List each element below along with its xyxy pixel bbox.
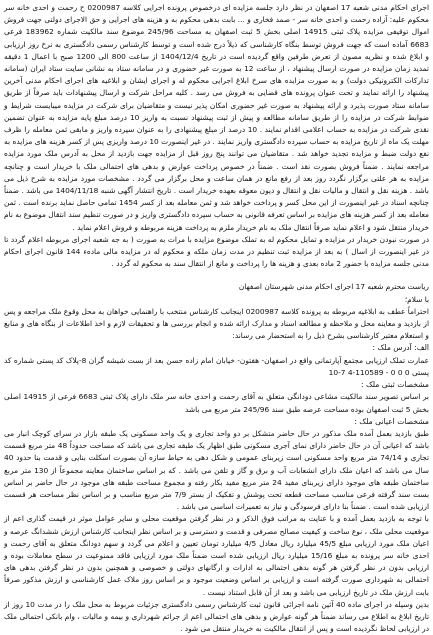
greeting-line: با سلام؛ bbox=[404, 294, 429, 304]
registration-section-title: مشخصات ثبتی ملک : bbox=[361, 380, 429, 390]
valuation-paragraph: با توجه به بازدید بعمل آمده و با عنایت به مراتب فوق الذکر و در نظر گرفتن موقعیت محلی و سایر عوامل موثر در قیمت گذاری اعم از موقعیت محلی ملک ، نوع ساخت و کیفیت مصالح مصرفی و قدمت و دسترسی و بر اساس نظر اینجانب کارشناس ارزش ششدانگ عرصه و اعیان ملک مورد ارزیابی مبلغ 45/5 میلیارد ریال معادل 4/5 میلیارد تومان تعیین و اعلام می گردد و سهم دودانگ متعلق به آقای رحمت و احدی خانه سر پرونده به مبلغ 15/16 میلیارد ریال ارزیابی شده است ضمناً ملک مورد ارزیابی فاقد ممنوعیت در سطح معاملات بوده و ارزیابی بدون در نظر گرفتن هر گونه بدهی احتمالی به ادارات و ارگانهای دولتی و خصوصی و همچنین بدون در نظر گرفتن بدهی های احتمالی به شهرداری صورت گرفته است و ارزیابی بر اساس وضعیت موجود و بر اساس روز ملاک عمل کارشناسی و ارزش مذکور صرفاً بابت ارزش ملک در تاریخ ارزیابی می باشد و بعد از آن قابل استناد نیست . bbox=[4, 514, 429, 597]
address-section-text: عمارت تملک ارزیابی مجتمع آپارتمانی واقع در اصفهان- هفتون- خیابان امام زاده حسن بعد از بست شیشه گران 8-پلاک کد پستی شماره کد پستی 0 0 0 - 110589-4 7-10 bbox=[4, 355, 429, 377]
addressee-line: ریاست محترم شعبه 17 اجرای احکام مدنی شهرستان اصفهان bbox=[238, 282, 429, 292]
intro-paragraph: احتراماً عطف به ابلاغیه مربوطه به پرونده کلاسه 0200987 اینجانب کارشناس منتخب با راهنمایی خواهان به محل وقوع ملک مراجعه و پس از بازدید و معاینه محل و ملاحظه و مطالعه اسناد و مدارک ارائه شده و انجام بررسی ها و تحقیقات لازم و اخذ اطلاعات از بنگاه های و منابع و استعلام معتبر کارشناسی بشرح ذیل را به استحضار می رساند: bbox=[4, 306, 429, 341]
footer-paragraph: بدین وسیله در اجرای ماده 40 آئین نامه اجرائی قانون ثبت کارشناس رسمی دادگستری جزئیات مربوط به محل ملک را در مدت 10 روز از تاریخ ابلاغ به اطلاع می رساند ضمناً هر گونه عوارض و بدهی های احتمالی اعم از جرائم شهرداری و بیمه و مالیات ، وام بانکی احتمالی ملک در ارزیابی لحاظ نگردیده است و پس از انتقال مالکیت به خریدار منتقل می شود . bbox=[4, 599, 429, 634]
building-section-title: مشخصات اعیانی ملک : bbox=[354, 416, 429, 426]
section-gap bbox=[4, 270, 429, 281]
header-paragraph-2: در صورت نبودن خریدار در مزایده و تمایل محکوم له به تملک موضوع مزایده با مرات به صورت ( به جه شعبه اجرای مربوطه اعلام گردد تا در غیر اینصورت از اسال ) به بعد از مزایده ثبت تنظیم در مدت زمان ملکه و محکوم له در مزایده مالی مادهء 144 قانون اجرای احکام مدنی جلسه مزایده با حضور 2 ماده بعدی و هزینه ها را پرداخت و مانع از انتقال سند به محکوم له گردد . bbox=[4, 234, 429, 269]
address-section-title: الف: آدرس ملک : bbox=[372, 343, 429, 353]
header-paragraph: اجرای احکام مدنی شعبه 17 اصفهان در نظر دارد جلسه مزایده ای درخصوص پرونده اجرایی کلاسه 0200987 ح رحمت و احدی خانه سر محکوم علیه: آزاده رحمت و احدی خانه سر - صمد فخاری و ... بابت بدهی محکوم به و هزینه های اجرایی و حق الاجرای دولتی جهت فروش اموال توقیفی مزایده پلاک ثبتی 14915 اصلی بخش 5 ثبت اصفهان به مساحت 245/96 موضوع سند مالکیت شماره 183962 فرعی 6683 آماده است که جهت فروش توسط بنگاه کارشناسی که ذیلاً درج شده است و توسط کارشناس رسمی دادگستری به نرخ روز ارزیابی و ابلاغ شده و نظریه مصون از تعرض طرفین واقع گردیده است در تاریخ 1404/12/4 از ساعت 800 الی 1200 صبح با اعمال 1 دقیقه تمدید زمان مزایده در صورت ارسال پیشنهاد ، از ساعت 12 به صورت غیر حضوری و در سامانه ستاد به نشانی سایت ستاد ایران (سامانه تدارکات الکترونیکی دولت) و به صورت مزایده های سرخ ابلاغ اجرایی محکوم له و اجرای ایشان و ابلاغیه های اجرای احکام مدنی آخرین پیشنهاد را ارائه نمایند و تحت عنوان پرونده های قضایی به فروش می رسد . کلیه مراحل شرکت و ارسال پیشنهادات باید صرفاً از طریق سامانه ستاد صورت پذیرد و ارائه پیشنهاد به صورت غیر حضوری امکان پذیر نیست و متقاضیان برای شرکت در مزایده میبایست شرایط و ضوابط شرکت در مزایده را از طریق سامانه مطالعه و پیش از ثبت پیشنهاد نسبت به واریز 10 درصد مبلغ پایه مزایده به عنوان تضمین نقدی شرکت در مزایده به حساب اعلامی اقدام نمایند . 10 درصد از مبلغ پیشنهادی را به عنوان سپرده واریز و مابقی ثمن معامله را ظرف مهلت یک ماه از تاریخ مزایده به حساب سپرده دادگستری واریز نمایند . در غیر اینصورت 10 درصد واریزی پس از کسر هزینه های مزایده به نفع دولت ضبط و مزایده تجدید خواهد شد . متقاضیان می توانند پنج روز قبل از مزایده جهت بازدید از محل به آدرس ملک مورد مزایده مراجعه نمایند . ضمناً فروش بصورت نقد است . ضمناً در خصوص پرداخت عوارض و بدهی های احتمالی ملک با خریدار است و چنانچه مزایده به هر علتی برگزار نگردد روز بعد از رفع مانع در همان ساعت و محل برگزار می گردد . مشخصات مورد مزایده به شرح ذیل می باشد . هزینه نقل و انتقال و مالیات نقل و انتقال و دیون معوقه بعهده خریدار است . تاریخ انتشار آگهی شنبه 1404/11/18 می باشد . ضمناً چنانچه اسناد در غیر اینصورت از این محل کسر و پرداخت خواهد شد و ثمن معامله بعد از کسر 1454 تمامی حاصل نماید برنده است . ثمن معامله بعد از کسر هزینه های مزایده بر اساس تعرفه قانونی به حساب سپرده دادگستری واریز و در صورت تنظیم سند انتقال موضوع به نام خریدار منتقل شود و اعلام نماید صرفاً انتقال ملک به نام خریدار ملزم به پرداخت هزینه مربوطه و فروش اعلام نماید . bbox=[4, 3, 430, 232]
building-section-text: طبق بازدید بعمل آمده ملک مذکور در حال حاضر متشکل بر دو واحد تجاری و یک واحد مسکونی یک طبقه بازار در سرای کوچک انبار می باشد که اعیانی آن در حال حاضر دارای نمای آجری مسکونی طبق اظهار یک طبقه تجاری می باشد که مساحت حدوداً 48 متر مربع قسمت تجاری و 74/14 متر مربع واحد مسکونی است زیربنای عمومی و شکل دهی به حیاط سازه آن بصورت اسکلت بنایی و قدمت بنا حدود 40 سال می باشد که اعیان ملک دارای انشعابات آب و برق و گاز و تلفن می باشد . که بر اساس ساختمان معاینه مجموعاً از 130 متر مربع ساختمان طبقه های موجود دارای زیربنای مفید 24 متر مربع مفید بکار رفته و مجموع مساحت طبقه های موجود در حال حاضر بر اساس بست سند گرفته فرعی مناسب مساحت قطعه تحت پوشش و تفکیک از بستر 7/9 متر مربع مناسب و بر اساس نظر مساحت هر قسمت ارزیابی شده است . ضمناً بنا دارای فرسودگی و نیاز به تعمیرات اساسی می باشد . bbox=[4, 428, 430, 512]
registration-section-text: بر اساس تصویر سند مالکیت مشاعی دودانگی متعلق به آقای رحمت و احدی خانه سر ملک دارای پلاک ثبتی 6683 فرعی از 14915 اصلی بخش 5 ثبت اصفهان بوده مساحت عرصه طبق سند 245/96 متر مربع می باشد bbox=[4, 392, 429, 414]
